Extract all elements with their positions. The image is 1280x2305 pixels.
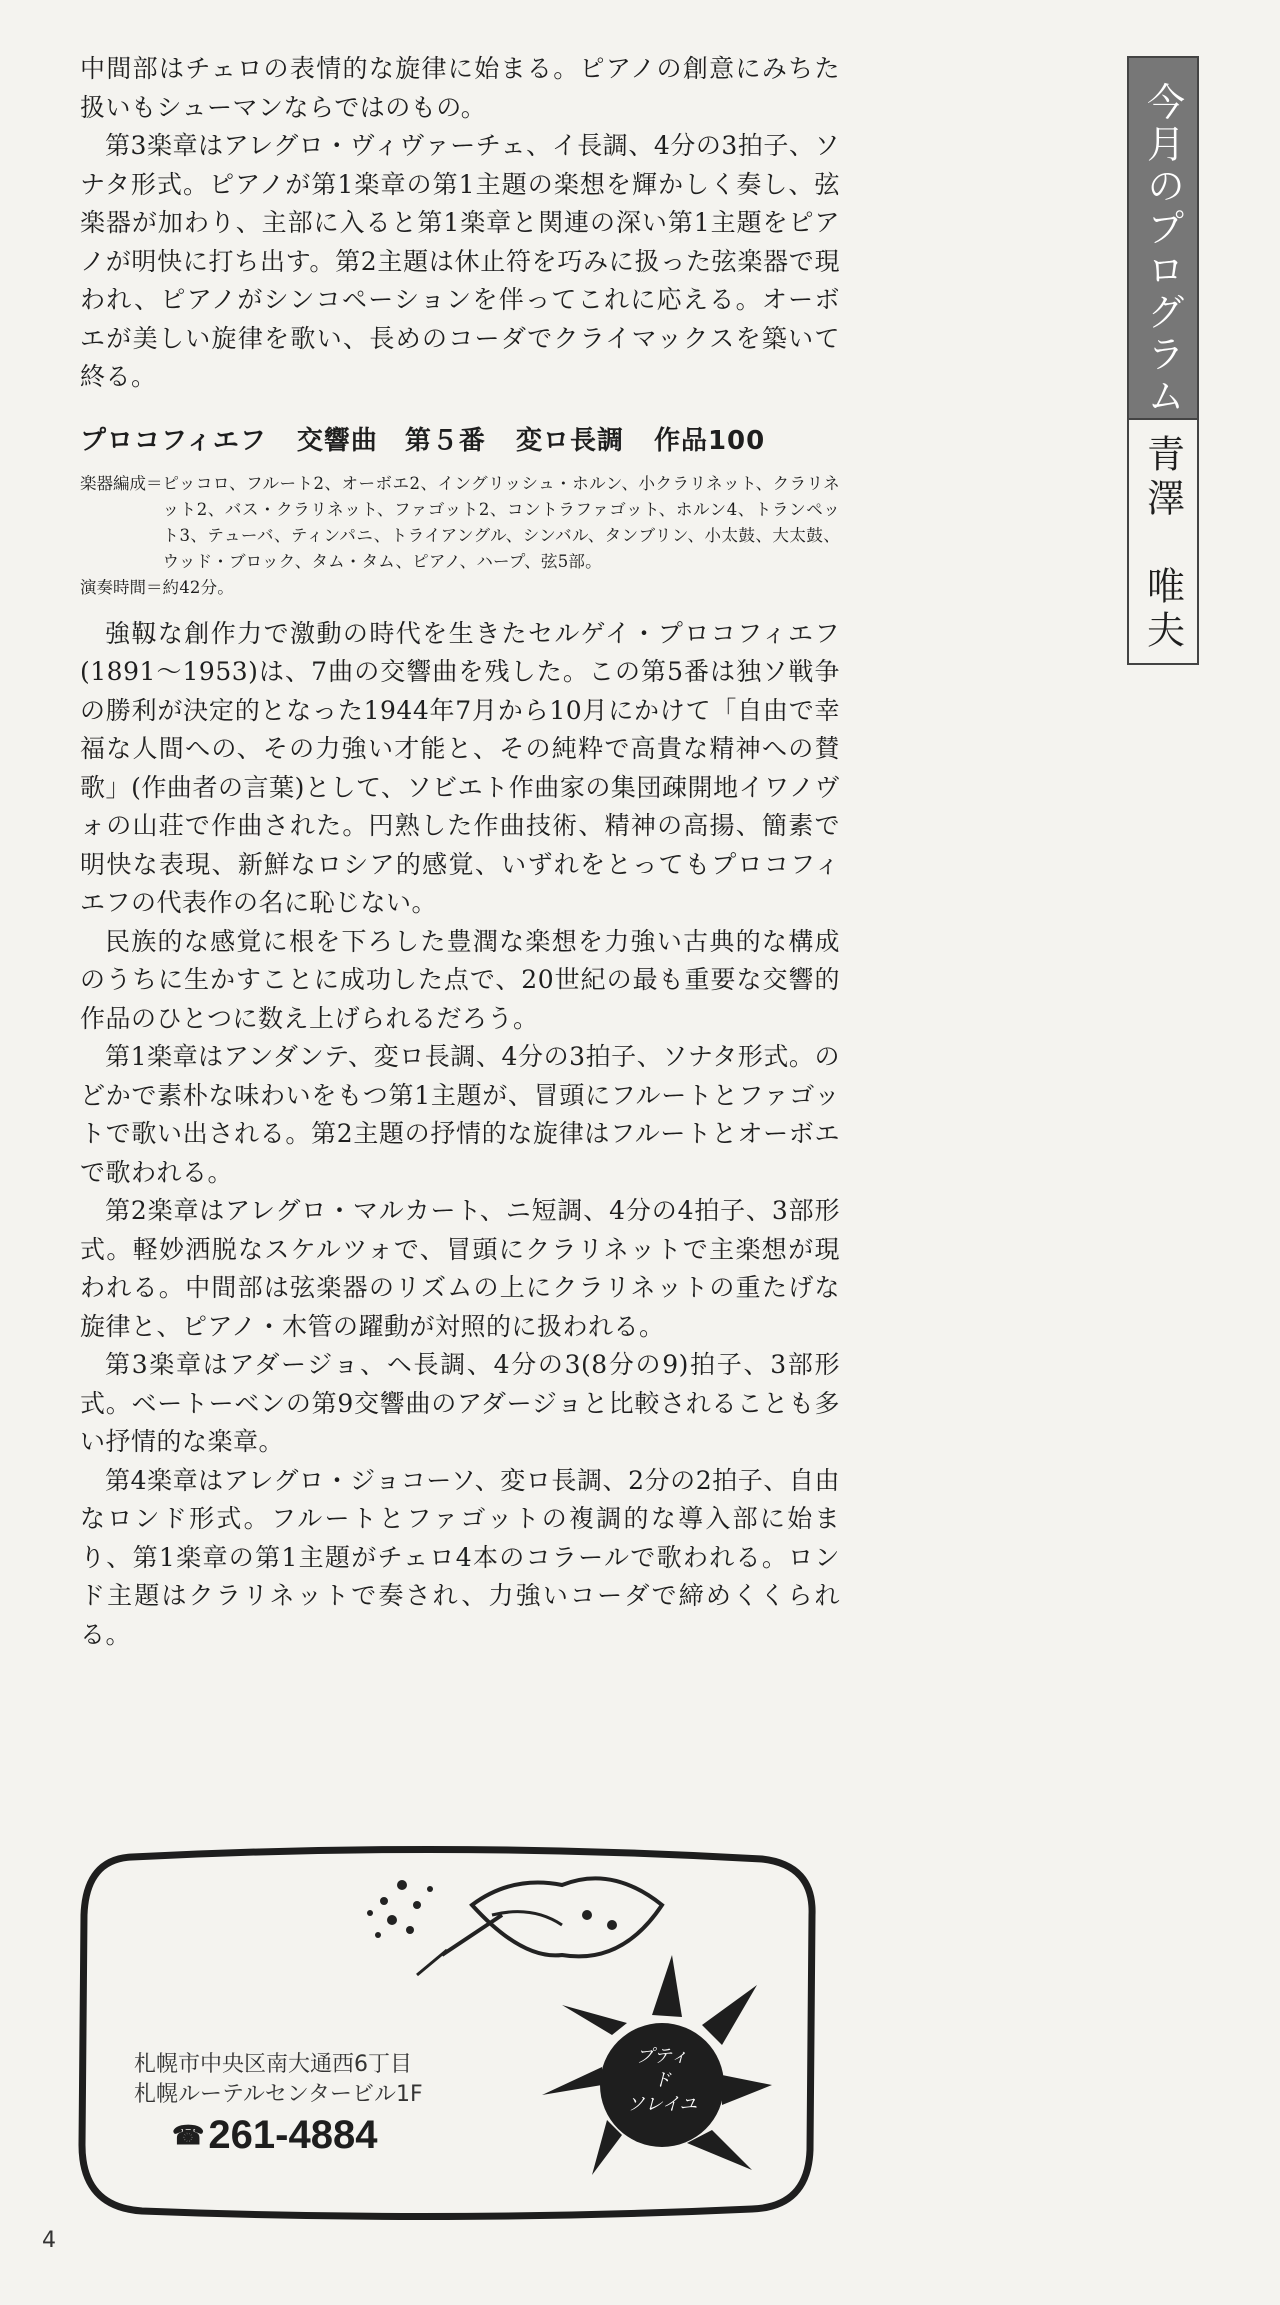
ad-phone (172, 2113, 377, 2158)
piece-opus: 作品100 (653, 425, 766, 456)
body-paragraph-3: 第1楽章はアンダンテ、変ロ長調、4分の3拍子、ソナタ形式。のどかで素朴な味わいをもつ第1主題が、冒頭にフルートとファゴットで歌い出される。第2主題の抒情的な旋律はフルートとオーボエで歌われる。 (80, 1042, 840, 1187)
address-line-1: 札幌市中央区南大通西6丁目 (134, 2052, 412, 2077)
address-line-2: 札幌ルーテルセンタービル1F (134, 2082, 423, 2107)
sparkle-dots (367, 1880, 433, 1938)
author-box (1129, 418, 1197, 663)
brand-line-3: ソレイユ (626, 2094, 698, 2115)
instrumentation-label: 楽器編成＝ (80, 473, 163, 493)
brand-line-1: プティ (635, 2046, 689, 2067)
intro-paragraph-2: 第3楽章はアレグロ・ヴィヴァーチェ、イ長調、4分の3拍子、ソナタ形式。ピアノが第1楽章の第1主題の楽想を輝かしく奏し、弦楽器が加わり、主部に入ると第1楽章と関連の深い第1主題をピアノが明快に打ち出す。第2主題は休止符を巧みに扱った弦楽器で現われ、ピアノがシンコペーションを伴ってこれに応える。オーボエが美しい旋律を歌い、長めのコーダでクライマックスを築いて終る。 (80, 131, 840, 391)
brand-line-2: ド (653, 2070, 671, 2091)
section-label-box (1129, 58, 1197, 418)
intro-paragraph-1: 中間部はチェロの表情的な旋律に始まる。ピアノの創意にみちた扱いもシューマンならではのもの。 (80, 54, 840, 122)
phone-icon: ☎ (172, 2120, 205, 2150)
duration-row (80, 575, 840, 601)
ad-brand-logo (617, 2045, 707, 2117)
side-header (1127, 56, 1199, 665)
piece-composer: プロコフィエフ (80, 425, 267, 456)
instrumentation-value: ピッコロ、フルート2、オーボエ2、イングリッシュ・ホルン、小クラリネット、クラリネット2、バス・クラリネット、ファゴット2、コントラファゴット、ホルン4、トランペット3、テューバ、ティンパニ、トライアングル、シンバル、タンブリン、小太鼓、大太鼓、ウッド・ブロック、タム・タム、ピアノ、ハープ、弦5部。 (162, 473, 840, 571)
body-paragraph-6: 第4楽章はアレグロ・ジョコーソ、変ロ長調、2分の2拍子、自由なロンド形式。フルートとファゴットの複調的な導入部に始まり、第1楽章の第1主題がチェロ4本のコラールで歌われる。ロンド主題はクラリネットで奏され、力強いコーダで締めくくられる。 (80, 1465, 840, 1649)
phone-number: 261-4884 (208, 2113, 378, 2157)
duration-label: 演奏時間＝ (80, 577, 163, 597)
body-paragraph-4: 第2楽章はアレグロ・マルカート、ニ短調、4分の4拍子、3部形式。軽妙洒脱なスケルツォで、冒頭にクラリネットで主楽想が現われる。中間部は弦楽器のリズムの上にクラリネットの重たげな旋律と、ピアノ・木管の躍動が対照的に扱われる。 (80, 1196, 840, 1341)
main-text-column (80, 50, 840, 1654)
duration-value: 約42分。 (162, 577, 234, 597)
piece-work: 交響曲 第５番 (296, 425, 486, 456)
piece-meta (80, 471, 840, 601)
author-name: 青澤 唯夫 (1140, 434, 1185, 654)
instrumentation-row (80, 471, 840, 575)
body-paragraph-5: 第3楽章はアダージョ、ヘ長調、4分の3(8分の9)拍子、3部形式。ベートーベンの第9交響曲のアダージョと比較されることも多い抒情的な楽章。 (80, 1350, 840, 1456)
piece-title (80, 423, 840, 459)
body-paragraph-2: 民族的な感覚に根を下ろした豊潤な楽想を力強い古典的な構成のうちに生かすことに成功した点で、20世紀の最も重要な交響的作品のひとつに数え上げられるだろう。 (80, 926, 840, 1033)
sun-fairy-illustration (322, 1845, 772, 2175)
section-label: 今月のプログラム (1140, 82, 1185, 418)
piece-key: 変ロ長調 (515, 425, 624, 456)
page-number: 4 (42, 2228, 56, 2253)
advertisement (72, 1845, 822, 2220)
ad-address (134, 2050, 423, 2110)
body-paragraph-1: 強靱な創作力で激動の時代を生きたセルゲイ・プロコフィエフ(1891～1953)は、7曲の交響曲を残した。この第5番は独ソ戦争の勝利が決定的となった1944年7月から10月にかけて「自由で幸福な人間への、その力強い才能と、その純粋で高貴な精神への賛歌」(作曲者の言葉)として、ソビエト作曲家の集団疎開地イワノヴォの山荘で作曲された。円熟した作曲技術、精神の高揚、簡素で明快な表現、新鮮なロシア的感覚、いずれをとってもプロコフィエフの代表作の名に恥じない。 (80, 618, 840, 917)
